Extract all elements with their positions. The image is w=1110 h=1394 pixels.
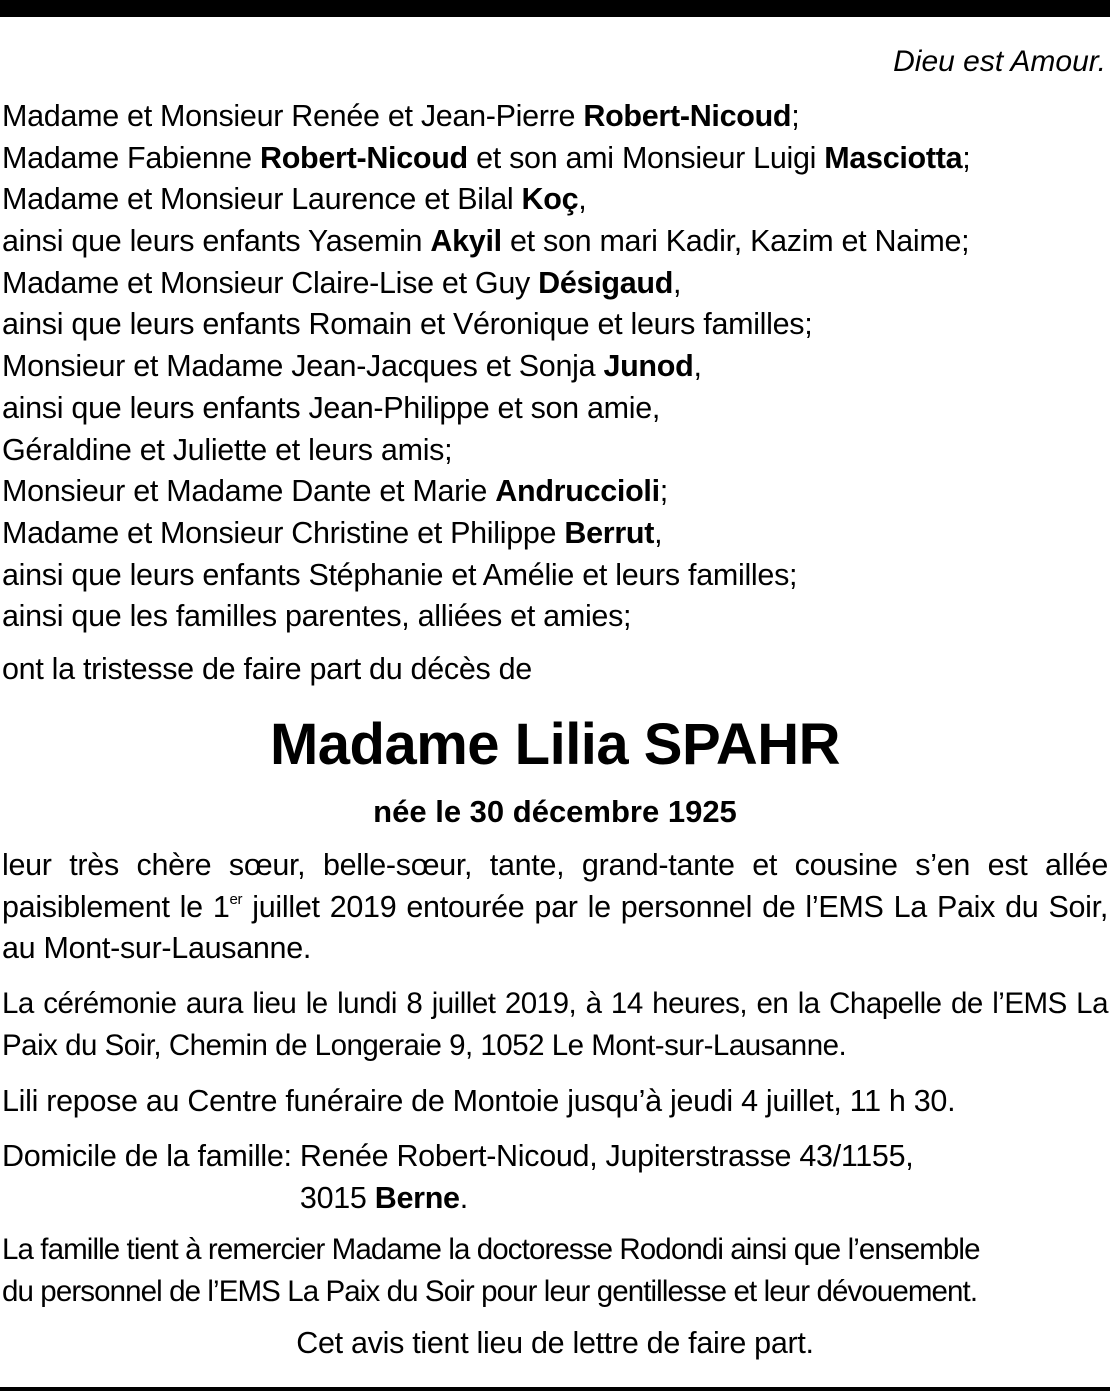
death-paragraph: leur très chère sœur, belle-sœur, tante, grand-tante et cousine s’en est allée paisiblement le 1er juillet 2019 entourée par le personnel de l’EMS La Paix du Soir, au Mont-sur-Lausanne. — [2, 848, 1108, 965]
domicile-address: Renée Robert-Nicoud, Jupiterstrasse 43/1155, 3015 Berne. — [299, 1139, 914, 1215]
family-line: ainsi que leurs enfants Yasemin Akyil et son mari Kadir, Kazim et Naime; — [2, 224, 970, 259]
motto: Dieu est Amour. — [893, 45, 1106, 78]
thanks-paragraph: La famille tient à remercier Madame la doctoresse Rodondi ainsi que l’ensemble du personnel de l’EMS La Paix du Soir pour leur gentillesse et leur dévouement. — [2, 1233, 980, 1308]
family-line: Madame et Monsieur Laurence et Bilal Koç, — [2, 182, 587, 217]
family-line: Madame et Monsieur Christine et Philippe Berrut, — [2, 515, 663, 550]
bottom-rule — [0, 1387, 1110, 1391]
closing-line: Cet avis tient lieu de lettre de faire part. — [296, 1326, 814, 1360]
family-line: ainsi que leurs enfants Romain et Véronique et leurs familles; — [2, 307, 813, 342]
family-line: Madame et Monsieur Renée et Jean-Pierre Robert-Nicoud; — [2, 99, 800, 133]
family-line: Madame et Monsieur Claire-Lise et Guy Désigaud, — [2, 265, 682, 300]
top-rule — [0, 0, 1110, 17]
family-list — [2, 96, 1108, 638]
deceased-name: Madame Lilia SPAHR — [269, 712, 841, 777]
family-line: ainsi que les familles parentes, alliées et amies; — [2, 599, 632, 634]
family-line: ainsi que leurs enfants Jean-Philippe et son amie, — [2, 390, 661, 425]
family-line: Madame Fabienne Robert-Nicoud et son ami Monsieur Luigi Masciotta; — [2, 140, 971, 175]
domicile-label: Domicile de la famille: — [2, 1139, 300, 1173]
repose-paragraph: Lili repose au Centre funéraire de Montoie jusqu’à jeudi 4 juillet, 11 h 30. — [2, 1084, 956, 1118]
family-line: ainsi que leurs enfants Stéphanie et Amélie et leurs familles; — [2, 557, 798, 592]
family-domicile — [2, 1135, 913, 1219]
family-line: Géraldine et Juliette et leurs amis; — [2, 432, 453, 467]
family-line: Monsieur et Madame Jean-Jacques et Sonja Junod, — [2, 349, 702, 384]
family-line: Monsieur et Madame Dante et Marie Andruccioli; — [2, 474, 668, 509]
birth-line: née le 30 décembre 1925 — [373, 794, 737, 829]
ceremony-paragraph: La cérémonie aura lieu le lundi 8 juillet 2019, à 14 heures, en la Chapelle de l’EMS La Paix du Soir, Chemin de Longeraie 9, 1052 Le Mont-sur-Lausanne. — [2, 987, 1108, 1062]
announcement: ont la tristesse de faire part du décès de — [2, 652, 532, 686]
